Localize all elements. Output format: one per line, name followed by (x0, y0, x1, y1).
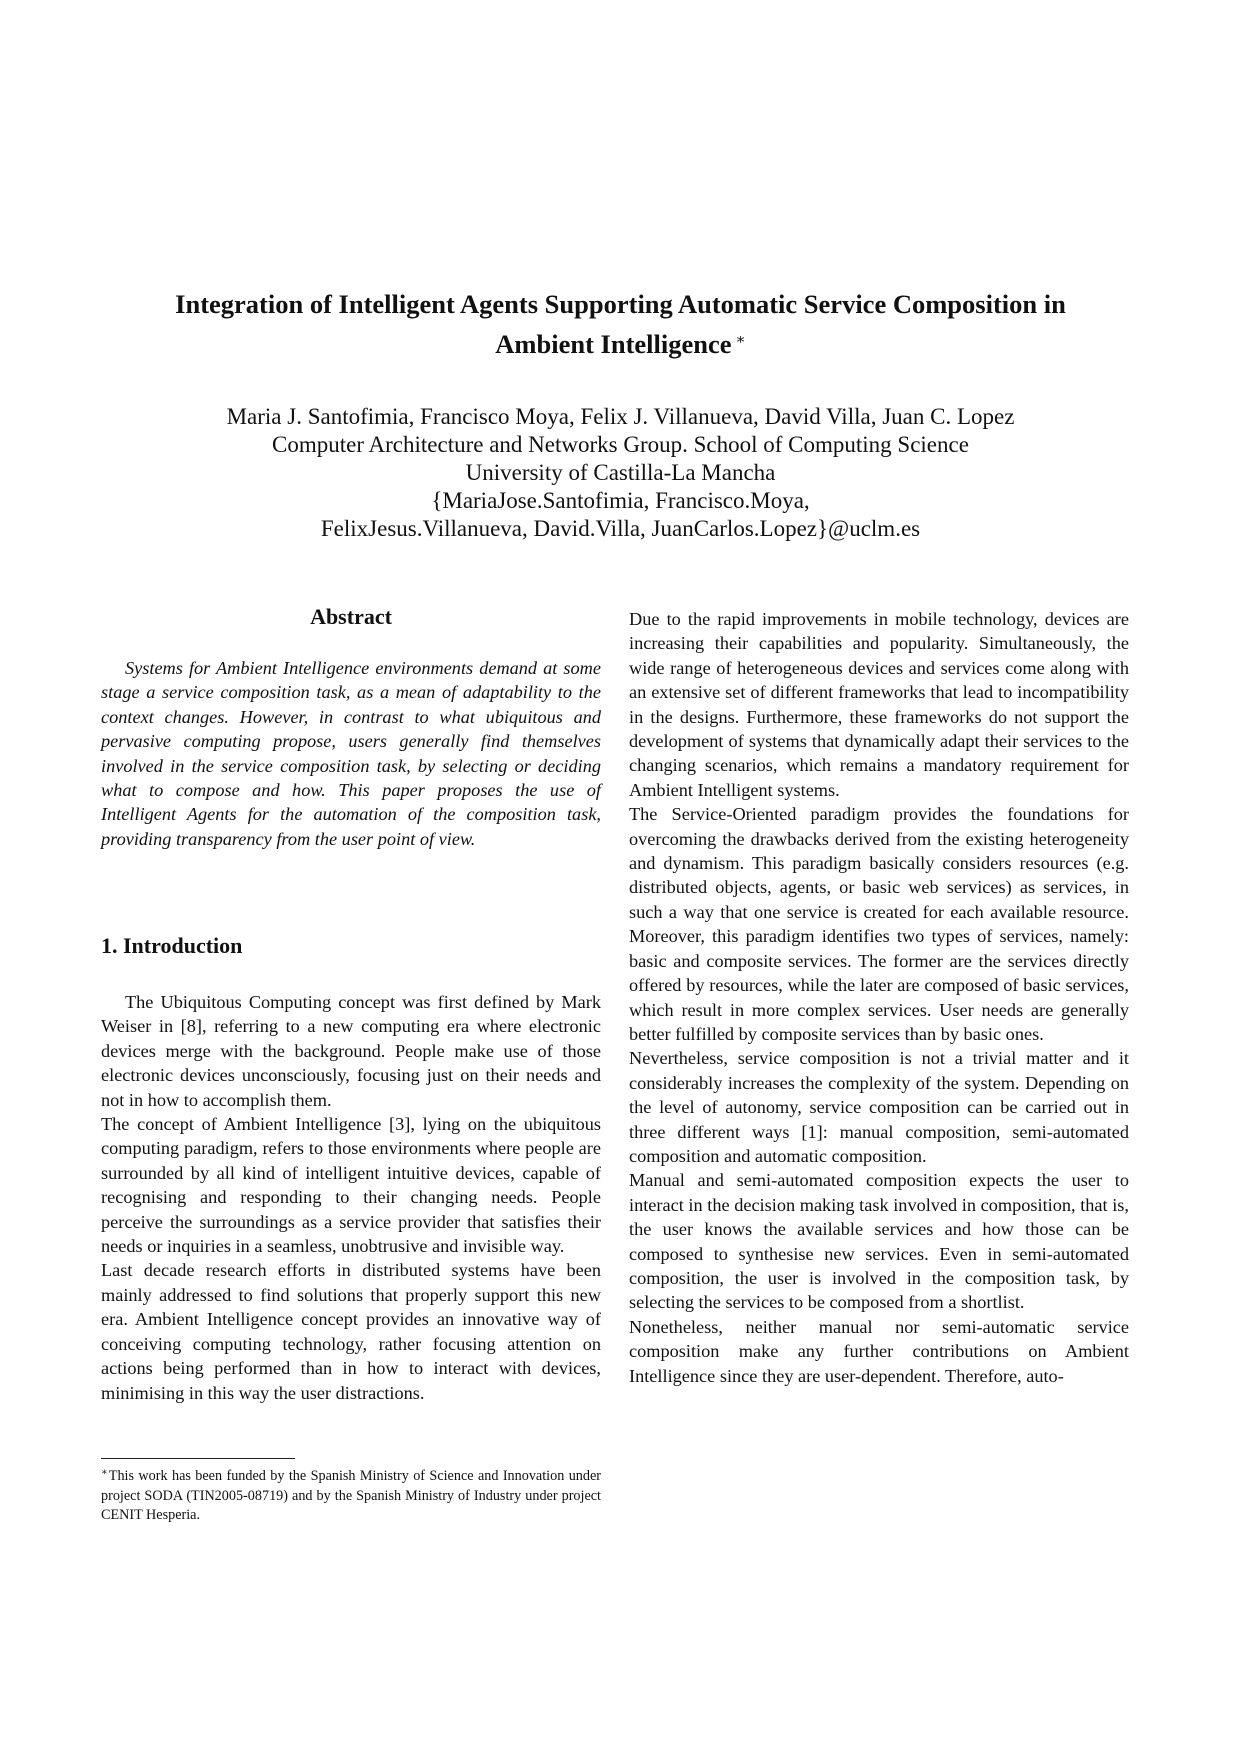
abstract-text: Systems for Ambient Intelligence environments demand at some stage a service composition task, as a mean of adaptability to the context changes. However, in contrast to what ubiquitous and pervasive computing propose, users generally find themselves involved in the service composition task, by selecting or deciding what to compose and how. This paper proposes the use of Intelligent Agents for the automation of the composition task, providing transparency from the user point of view. (101, 658, 601, 849)
intro-paragraph-1: The Ubiquitous Computing concept was first defined by Mark Weiser in [8], referring to a new computing era where electronic devices merge with the background. People make use of those electronic devices unconsciously, focusing just on their needs and not in how to accomplish them. (101, 992, 601, 1110)
intro-paragraph-3: Last decade research efforts in distributed systems have been mainly addressed to find solutions that properly support this new era. Ambient Intelligence concept provides an innovative way of conceiving computing technology, rather focusing attention on actions being performed than in how to interact with devices, minimising in this way the user distractions. (101, 1260, 601, 1403)
right-paragraph-1: Due to the rapid improvements in mobile technology, devices are increasing their capabilities and popularity. Simultaneously, the wide range of heterogeneous devices and services come along with an extensive set of different frameworks that lead to incompatibility in the designs. Furthermore, these frameworks do not support the development of systems that dynamically adapt their services to the changing scenarios, which remains a mandatory requirement for Ambient Intelligent systems. (629, 609, 1129, 800)
paper-title (86, 286, 1155, 362)
author-emails-line-2: FelixJesus.Villanueva, David.Villa, JuanCarlos.Lopez}@uclm.es (320, 516, 921, 541)
author-university: University of Castilla-La Mancha (465, 460, 776, 485)
footnote-text: This work has been funded by the Spanish Ministry of Science and Innovation under project SODA (TIN2005-08719) and by the Spanish Ministry of Industry under project CENIT Hesperia. (101, 1468, 601, 1523)
author-emails-line-1: {MariaJose.Santofimia, Francisco.Moya, (431, 488, 810, 513)
author-block (86, 403, 1155, 543)
title-footnote-mark: ∗ (735, 332, 746, 348)
right-column-body (629, 607, 1129, 1388)
title-line-2-text: Ambient Intelligence (495, 329, 732, 359)
right-paragraph-4: Manual and semi-automated composition expects the user to interact in the decision making task involved in composition, that is, the user knows the available services and how those can be composed to synthesise new services. Even in semi-automated composition, the user is involved in the composition task, by selecting the services to be composed from a shortlist. (629, 1170, 1129, 1313)
abstract-heading: Abstract (310, 604, 392, 629)
abstract-body (101, 656, 601, 851)
footnote-mark: ∗ (101, 1467, 108, 1478)
introduction-body (101, 990, 601, 1405)
right-paragraph-2: The Service-Oriented paradigm provides the foundations for overcoming the drawbacks derived from the existing heterogeneity and dynamism. This paradigm basically considers resources (e.g. distributed objects, agents, or basic web services) as services, in such a way that one service is created for each available resource. Moreover, this paradigm identifies two types of services, namely: basic and composite services. The former are the services directly offered by resources, while the later are composed of basic services, which result in more complex services. User needs are generally better fulfilled by composite services than by basic ones. (629, 804, 1129, 1044)
title-line-1: Integration of Intelligent Agents Supporting Automatic Service Composition in (175, 289, 1066, 319)
footnote-rule (101, 1458, 295, 1459)
introduction-heading: 1. Introduction (101, 933, 243, 958)
author-group: Computer Architecture and Networks Group. School of Computing Science (272, 432, 969, 457)
right-paragraph-3: Nevertheless, service composition is not a trivial matter and it considerably increases the complexity of the system. Depending on the level of autonomy, service composition can be carried out in three different ways [1]: manual composition, semi-automated composition and automatic composition. (629, 1048, 1129, 1166)
title-line-2 (86, 322, 1155, 362)
right-paragraph-5: Nonetheless, neither manual nor semi-automatic service composition make any further contributions on Ambient Intelligence since they are user-dependent. Therefore, auto- (629, 1316, 1129, 1386)
author-names: Maria J. Santofimia, Francisco Moya, Felix J. Villanueva, David Villa, Juan C. Lopez (226, 404, 1015, 429)
intro-paragraph-2: The concept of Ambient Intelligence [3], lying on the ubiquitous computing paradigm, refers to those environments where people are surrounded by all kind of intelligent intuitive devices, capable of recognising and responding to their changing needs. People perceive the surroundings as a service provider that satisfies their needs or inquiries in a seamless, unobtrusive and invisible way. (101, 1114, 601, 1257)
footnote (101, 1463, 601, 1526)
